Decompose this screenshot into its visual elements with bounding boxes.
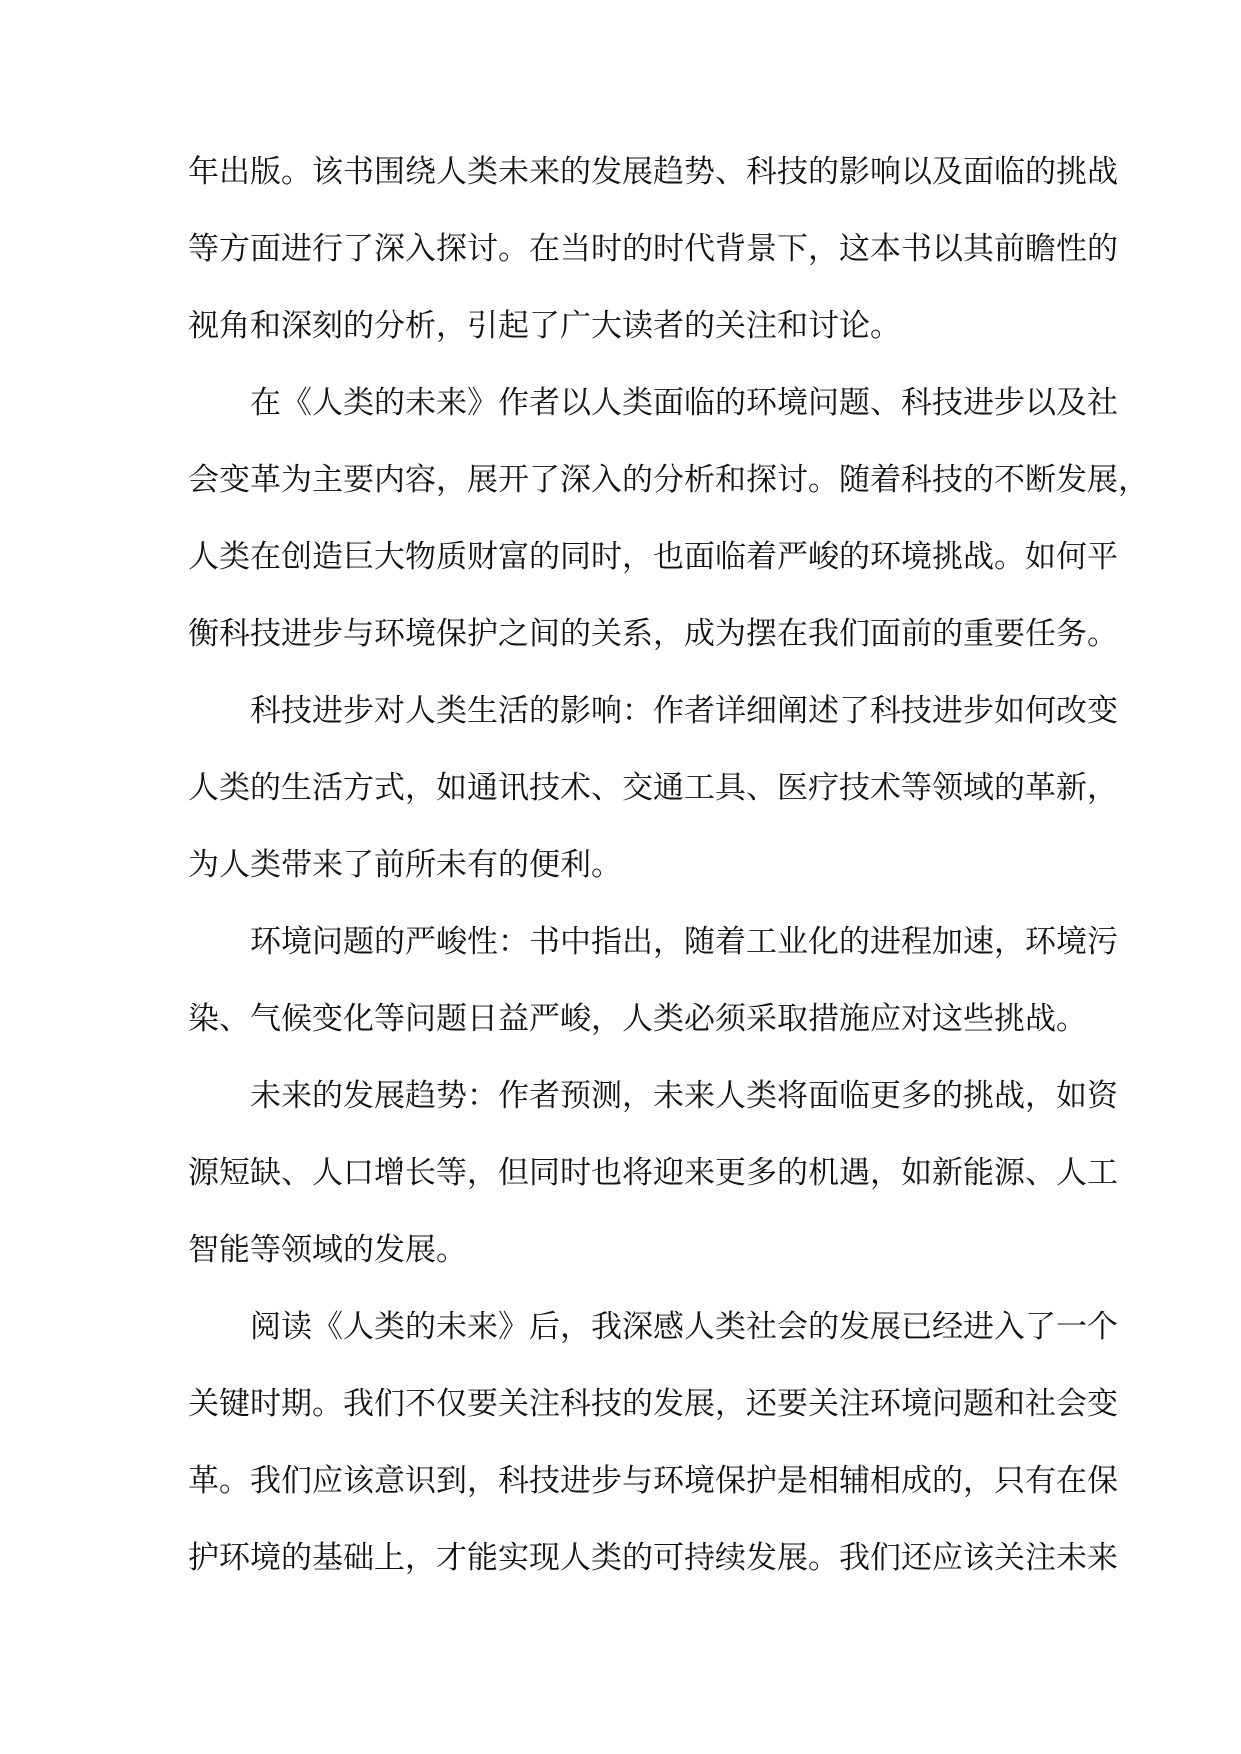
text-line: 环境问题的严峻性：书中指出，随着工业化的进程加速，环境污	[250, 924, 1118, 960]
text-line: 会变革为主要内容，展开了深入的分析和探讨。随着科技的不断发展，	[188, 462, 1149, 498]
text-line: 阅读《人类的未来》后，我深感人类社会的发展已经进入了一个	[250, 1309, 1118, 1345]
text-line: 未来的发展趋势：作者预测，未来人类将面临更多的挑战，如资	[250, 1078, 1118, 1114]
text-line: 科技进步对人类生活的影响：作者详细阐述了科技进步如何改变	[250, 693, 1118, 729]
text-line: 衡科技进步与环境保护之间的关系，成为摆在我们面前的重要任务。	[188, 616, 1118, 652]
text-line: 源短缺、人口增长等，但同时也将迎来更多的机遇，如新能源、人工	[188, 1155, 1118, 1191]
document-body	[188, 139, 1149, 1602]
text-line: 智能等领域的发展。	[188, 1232, 467, 1268]
text-line: 革。我们应该意识到，科技进步与环境保护是相辅相成的，只有在保	[188, 1463, 1118, 1499]
text-line: 为人类带来了前所未有的便利。	[188, 847, 622, 883]
text-line: 护环境的基础上，才能实现人类的可持续发展。我们还应该关注未来	[188, 1540, 1118, 1576]
text-line: 在《人类的未来》作者以人类面临的环境问题、科技进步以及社	[250, 385, 1118, 421]
text-line: 关键时期。我们不仅要关注科技的发展，还要关注环境问题和社会变	[188, 1386, 1118, 1422]
text-line: 人类在创造巨大物质财富的同时，也面临着严峻的环境挑战。如何平	[188, 539, 1118, 575]
text-line: 人类的生活方式，如通讯技术、交通工具、医疗技术等领域的革新，	[188, 770, 1118, 806]
text-line: 视角和深刻的分析，引起了广大读者的关注和讨论。	[188, 308, 901, 344]
text-line: 染、气候变化等问题日益严峻，人类必须采取措施应对这些挑战。	[188, 1001, 1087, 1037]
text-line: 年出版。该书围绕人类未来的发展趋势、科技的影响以及面临的挑战	[188, 154, 1118, 190]
text-line: 等方面进行了深入探讨。在当时的时代背景下，这本书以其前瞻性的	[188, 231, 1118, 267]
